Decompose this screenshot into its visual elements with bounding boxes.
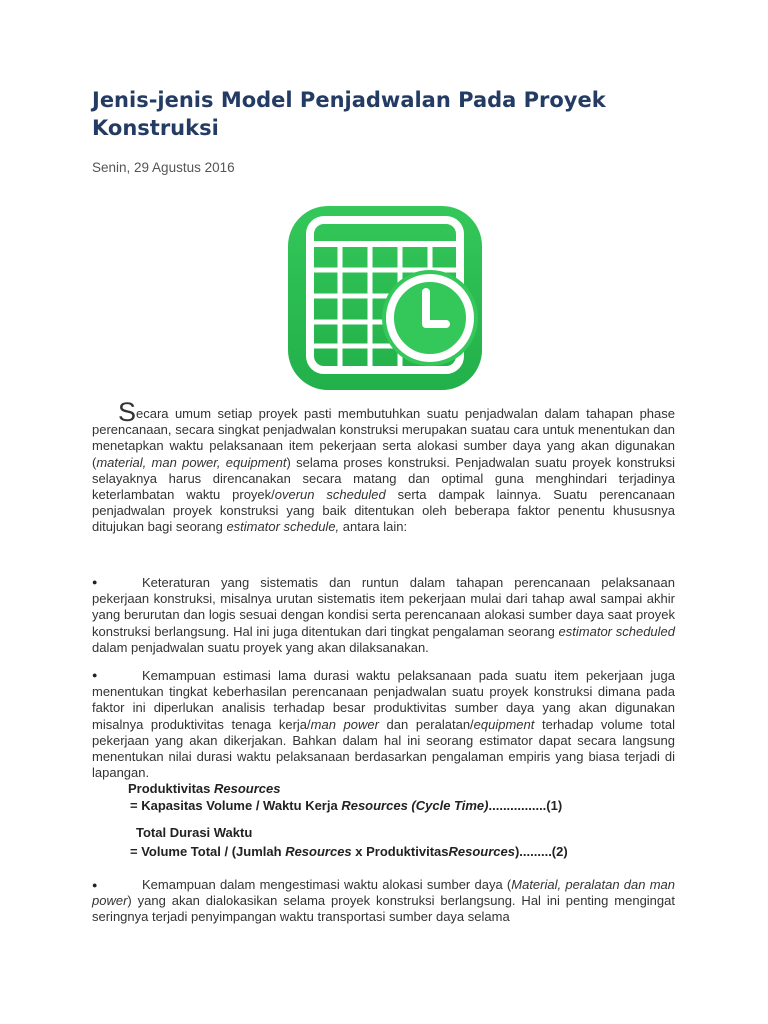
- formula-2-equation: [130, 844, 568, 860]
- bullet-icon: ●: [92, 880, 98, 890]
- text-run: ecara umum setiap proyek pasti membutuhkan suatu penjadwalan dalam tahapan phase perencanaan, secara singkat penjadwalan konstruksi merupakan suatau cara untuk menentukan dan menetapkan waktu pelaksanaan item pekerjaan serta alokasi sumber daya yang akan digunakan (: [92, 406, 675, 470]
- list-item: [92, 668, 675, 781]
- text-run: Produktivitas: [128, 781, 214, 796]
- text-run-italic: estimator schedule,: [226, 519, 340, 535]
- text-run-italic: overun scheduled: [274, 487, 386, 503]
- text-run: serta dampak lainnya. Suatu perencanaan penjadwalan proyek konstruksi yang baik ditentukan oleh beberapa faktor penentu khususnya ditujukan bagi seorang: [92, 487, 675, 535]
- text-run: ) yang akan dialokasikan selama proyek konstruksi berlangsung. Hal ini penting mengingat seringnya terjadi penyimpangan waktu transportasi sumber daya selama: [92, 893, 675, 925]
- intro-paragraph: [92, 397, 675, 536]
- text-run: ................(1): [488, 798, 563, 813]
- calendar-clock-icon: [288, 206, 482, 390]
- text-run: Kemampuan estimasi lama durasi waktu pelaksanaan pada suatu item pekerjaan juga menentukan tingkat keberhasilan perencanaan penjadwalan suatu proyek konstruksi dimana pada faktor ini diperlukan analisis terhadap besar produktivitas sumber daya yang akan digunakan misalnya produktivitas tenaga kerja/: [92, 668, 675, 732]
- text-run-italic: material, man power, equipment: [96, 454, 287, 470]
- formula-1-label: [128, 781, 280, 797]
- text-run-italic: estimator scheduled: [558, 623, 676, 639]
- text-run-italic: Resources: [448, 844, 515, 859]
- bullet-icon: ●: [92, 577, 98, 587]
- article-title: Jenis-jenis Model Penjadwalan Pada Proyek Konstruksi: [92, 88, 606, 140]
- text-run-italic: Resources: [285, 844, 352, 859]
- text-run-italic: Resources: [213, 781, 281, 796]
- text-run-italic: Material, peralatan dan man power: [92, 877, 676, 909]
- text-run-italic: equipment: [473, 716, 535, 732]
- text-run: dan peralatan/: [378, 716, 474, 732]
- list-item: [92, 877, 675, 926]
- text-run: Keteraturan yang sistematis dan runtun dalam tahapan perencanaan pelaksanaan pekerjaan konstruksi, misalnya urutan sistematis item pekerjaan mulai dari tahap awal sampai akhir yang berurutan dan logis sesuai dengan kondisi serta perencanaan alokasi sumber daya saat proyek konstruksi berlangsung. Hal ini juga ditentukan dari tingkat pengalaman seorang: [92, 575, 675, 639]
- text-run: antara lain:: [339, 519, 408, 535]
- text-run: x Produktivitas: [351, 844, 449, 859]
- article-date: Senin, 29 Agustus 2016: [92, 160, 235, 175]
- text-run: terhadap volume total pekerjaan yang akan dikerjakan. Bahkan dalam hal ini seorang estimator dapat secara langsung menentukan nilai durasi waktu pelaksanaan berdasarkan pengalaman empiris yang biasa terjadi di lapangan.: [92, 716, 675, 781]
- list-item: [92, 575, 675, 656]
- text-run: ).........(2): [514, 844, 568, 859]
- formula-2-label: Total Durasi Waktu: [136, 825, 253, 840]
- text-run-italic: Resources (Cycle Time): [341, 798, 489, 813]
- formula-1-equation: [130, 798, 562, 814]
- text-run: Kemampuan dalam mengestimasi waktu alokasi sumber daya (: [142, 877, 512, 892]
- dropcap: S: [118, 397, 137, 427]
- text-run: = Kapasitas Volume / Waktu Kerja: [130, 798, 342, 813]
- text-run: = Volume Total / (Jumlah: [130, 844, 286, 859]
- text-run-italic: man power: [310, 716, 379, 732]
- bullet-icon: ●: [92, 670, 98, 680]
- text-run: ) selama proses konstruksi. Penjadwalan suatu proyek konstruksi selayaknya harus direncanakan secara matang dan optimal guna menghindari terjadinya keterlambatan waktu proyek/: [92, 454, 675, 503]
- text-run: dalam penjadwalan suatu proyek yang akan dilaksanakan.: [92, 639, 429, 655]
